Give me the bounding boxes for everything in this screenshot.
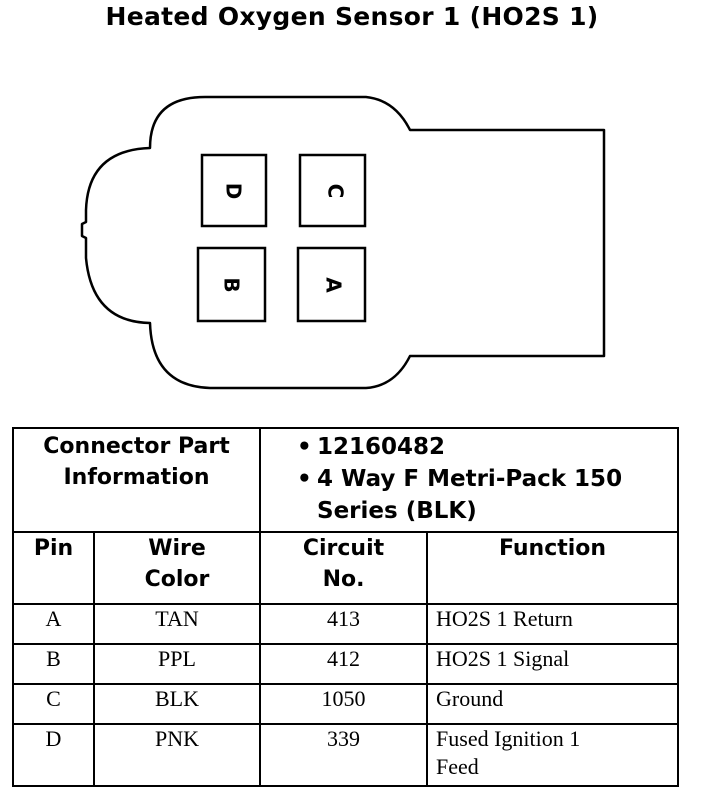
function-cell: Fused Ignition 1 Feed bbox=[427, 724, 678, 786]
wire-color-cell: BLK bbox=[94, 684, 260, 724]
part-info-row bbox=[13, 428, 678, 532]
table-row bbox=[13, 604, 678, 644]
table-row bbox=[13, 724, 678, 786]
wire-color-cell: PNK bbox=[94, 724, 260, 786]
part-description: • 4 Way F Metri-Pack 150 Series (BLK) bbox=[297, 463, 677, 527]
column-header-function: Function bbox=[427, 532, 678, 604]
function-cell: HO2S 1 Signal bbox=[427, 644, 678, 684]
column-header-pin: Pin bbox=[13, 532, 94, 604]
wire-color-cell: TAN bbox=[94, 604, 260, 644]
diagram-title: Heated Oxygen Sensor 1 (HO2S 1) bbox=[105, 2, 599, 31]
column-header-row bbox=[13, 532, 678, 604]
connector-info-table bbox=[12, 427, 679, 787]
connector-housing bbox=[82, 97, 604, 388]
wire-color-cell: PPL bbox=[94, 644, 260, 684]
pin-cell: D bbox=[13, 724, 94, 786]
function-cell: HO2S 1 Return bbox=[427, 604, 678, 644]
pin-label-b: B bbox=[219, 277, 244, 293]
part-info-list bbox=[297, 431, 677, 527]
pin-label-c: C bbox=[323, 183, 348, 199]
part-info-list-cell bbox=[260, 428, 678, 532]
table-row bbox=[13, 644, 678, 684]
pin-cell: A bbox=[13, 604, 94, 644]
pin-label-a: A bbox=[321, 277, 346, 293]
column-header-wire-color: Wire Color bbox=[94, 532, 260, 604]
pin-cell: B bbox=[13, 644, 94, 684]
circuit-cell: 1050 bbox=[260, 684, 427, 724]
column-header-circuit: Circuit No. bbox=[260, 532, 427, 604]
pin-cell: C bbox=[13, 684, 94, 724]
function-cell: Ground bbox=[427, 684, 678, 724]
part-info-label: Connector Part Information bbox=[13, 428, 260, 532]
circuit-cell: 412 bbox=[260, 644, 427, 684]
circuit-cell: 339 bbox=[260, 724, 427, 786]
table-row bbox=[13, 684, 678, 724]
part-number: • 12160482 bbox=[297, 431, 677, 463]
pin-label-d: D bbox=[221, 182, 246, 200]
circuit-cell: 413 bbox=[260, 604, 427, 644]
